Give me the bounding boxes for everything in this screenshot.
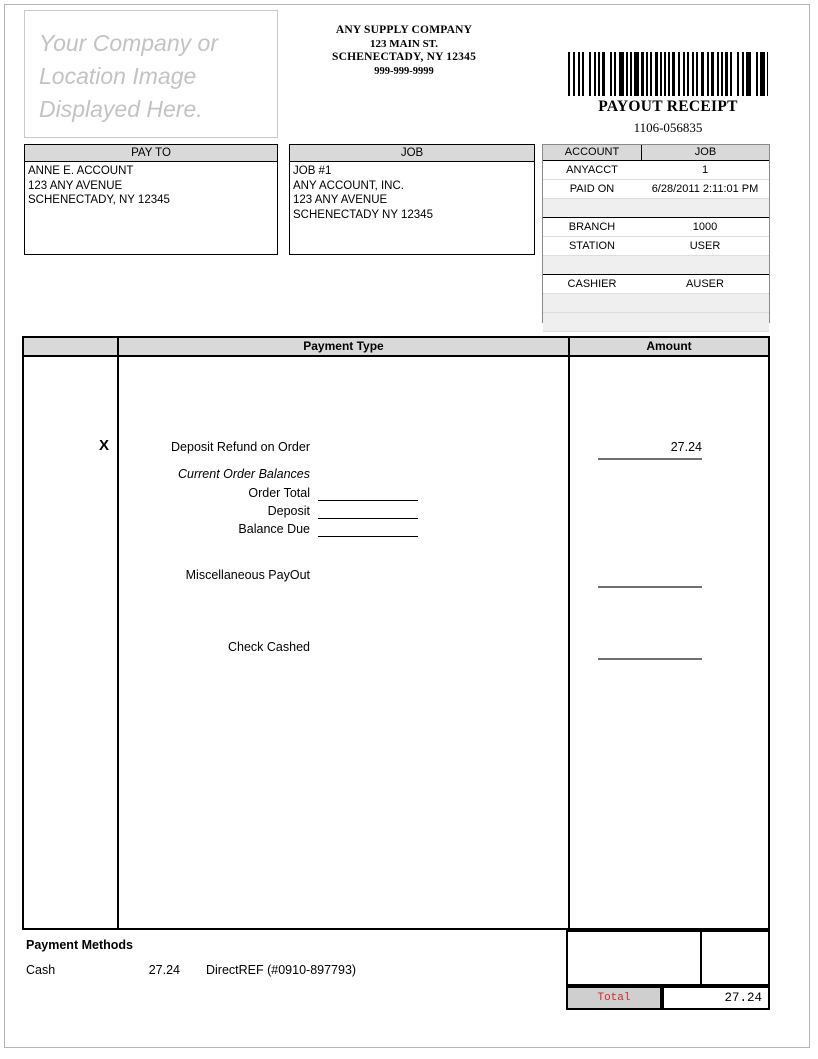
payment-type-table — [22, 336, 770, 930]
barcode-image — [568, 52, 768, 96]
job-line-1: JOB #1 — [293, 165, 332, 177]
job-line-3: 123 ANY AVENUE — [293, 194, 388, 206]
account-info-row-label: BRANCH — [568, 221, 616, 233]
account-info-row-value: USER — [689, 240, 721, 252]
account-info-spacer-row — [543, 199, 769, 218]
deposit-refund-label: Deposit Refund on Order — [171, 440, 310, 454]
pay-to-line-2: 123 ANY AVENUE — [28, 179, 123, 192]
balance-due-label: Balance Due — [238, 522, 310, 536]
deposit-label: Deposit — [267, 504, 310, 518]
signature-box-left — [566, 930, 702, 986]
amount-column-header: Amount — [646, 339, 692, 353]
deposit-refund-amount: 27.24 — [670, 440, 702, 454]
company-logo-placeholder — [24, 10, 278, 138]
account-info-row-value: 1 — [701, 164, 709, 176]
account-info-row-label — [543, 199, 641, 217]
check-cashed-amount-line[interactable] — [598, 658, 702, 660]
balance-due-blank-line[interactable] — [318, 536, 418, 537]
account-info-row — [543, 180, 769, 199]
company-city-state-zip: SCHENECTADY, NY 12345 — [331, 51, 477, 63]
logo-line-3: Displayed Here. — [39, 96, 203, 122]
account-info-spacer-row — [543, 313, 769, 332]
payment-method-name: Cash — [26, 963, 56, 977]
account-info-row-label: ANYACCT — [566, 164, 618, 176]
check-cashed-label: Check Cashed — [228, 640, 310, 654]
pay-to-line-3: SCHENECTADY, NY 12345 — [28, 194, 170, 206]
account-info-spacer-row — [543, 294, 769, 313]
company-street: 123 MAIN ST. — [370, 37, 438, 50]
account-info-row-value: 6/28/2011 2:11:01 PM — [651, 183, 759, 195]
account-info-row — [543, 218, 769, 237]
logo-line-2: Location Image — [39, 63, 197, 89]
account-column-header: ACCOUNT — [543, 145, 642, 160]
pay-to-box — [24, 144, 278, 255]
account-info-row-label — [543, 313, 641, 331]
account-info-row-label: CASHIER — [567, 278, 617, 290]
total-label: Total — [566, 986, 662, 1010]
pay-to-header: PAY TO — [25, 145, 277, 162]
account-info-rows — [543, 161, 769, 332]
job-line-2: ANY ACCOUNT, INC. — [293, 179, 404, 192]
account-info-row — [543, 161, 769, 180]
account-info-row-label — [543, 294, 641, 312]
logo-placeholder-text — [39, 27, 271, 126]
account-info-row-value — [641, 256, 769, 274]
account-info-row-value — [641, 199, 769, 217]
deposit-refund-amount-line — [598, 458, 702, 460]
deposit-refund-checkmark[interactable]: X — [98, 437, 109, 454]
job-box — [289, 144, 535, 255]
total-value: 27.24 — [662, 986, 770, 1010]
company-name: ANY SUPPLY COMPANY — [335, 24, 473, 36]
logo-line-1: Your Company or — [39, 30, 218, 56]
account-info-table — [542, 144, 770, 323]
account-info-header-row — [543, 145, 769, 161]
payment-methods-title: Payment Methods — [26, 938, 133, 952]
check-column-header — [24, 338, 119, 355]
account-info-row-label: STATION — [568, 240, 616, 252]
miscellaneous-payout-label: Miscellaneous PayOut — [185, 568, 310, 582]
signature-box-right — [700, 930, 770, 986]
payment-method-reference: DirectREF (#0910-897793) — [206, 963, 357, 977]
account-info-row-value — [641, 313, 769, 331]
receipt-title: PAYOUT RECEIPT — [598, 98, 738, 115]
account-info-row-value: AUSER — [686, 278, 724, 290]
deposit-blank-line[interactable] — [318, 518, 418, 519]
job-column-header: JOB — [642, 145, 769, 160]
account-info-row-label — [543, 256, 641, 274]
order-total-blank-line[interactable] — [318, 500, 418, 501]
account-info-row — [543, 275, 769, 294]
pay-to-line-1: ANNE E. ACCOUNT — [28, 165, 134, 177]
receipt-number: 1106-056835 — [633, 120, 703, 135]
payment-table-header-row — [24, 338, 768, 357]
account-info-row-label: PAID ON — [569, 183, 615, 195]
job-address — [290, 162, 534, 222]
job-header: JOB — [290, 145, 534, 162]
company-phone: 999-999-9999 — [374, 65, 434, 77]
current-order-balances-label: Current Order Balances — [177, 467, 310, 481]
job-line-4: SCHENECTADY NY 12345 — [293, 208, 433, 221]
company-address-block — [290, 24, 518, 78]
account-info-row-value: 1000 — [692, 221, 718, 233]
pay-to-address — [25, 162, 277, 208]
payment-type-column-header: Payment Type — [119, 338, 570, 355]
payment-table-body — [24, 357, 768, 930]
order-total-label: Order Total — [248, 486, 310, 500]
account-info-spacer-row — [543, 256, 769, 275]
payment-method-amount: 27.24 — [148, 963, 180, 977]
account-info-row-value — [641, 294, 769, 312]
miscellaneous-payout-amount-line[interactable] — [598, 586, 702, 588]
account-info-row — [543, 237, 769, 256]
